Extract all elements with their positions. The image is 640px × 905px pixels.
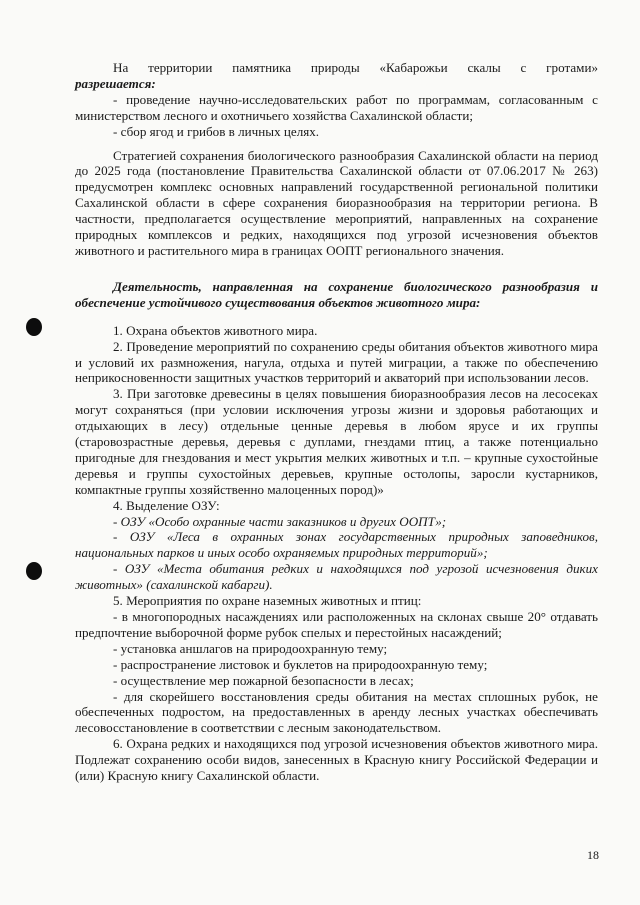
punch-hole-mark (26, 318, 42, 336)
ozu-item: - ОЗУ «Леса в охранных зонах государственных природных заповедников, национальных парков и иных особо охраняемых природных территорий»; (75, 529, 598, 561)
list-item: 5. Мероприятия по охране наземных животных и птиц: (113, 593, 422, 609)
measure-item: - распространение листовок и буклетов на природоохранную тему; (113, 656, 488, 672)
strategy-paragraph: Стратегией сохранения биологического разнообразия Сахалинской области на период до 2025 года (постановление Правительства Сахалинской области от 07.06.2017 № 263) предусмотрен комплекс основных направлений государственной региональной политики Сахалинской области в сфере сохранения биоразнообразия на территории региона. В частности, предполагается осуществление мероприятий, направленных на сохранение природных комплексов и редких, находящихся под угрозой исчезновения объектов животного и растительного мира в границах ООПТ регионального значения. (75, 147, 598, 258)
list-item: 1. Охрана объектов животного мира. (113, 322, 318, 338)
measure-item: - установка аншлагов на природоохранную тему; (113, 640, 388, 656)
list-item: 4. Выделение ОЗУ: (113, 497, 220, 513)
list-item: 2. Проведение мероприятий по сохранению среды обитания объектов животного мира и условий их размножения, нагула, отдыха и путей миграции, а также по обеспечению неприкосновенности защитных участков территорий и акваторий при использовании лесов. (75, 338, 598, 386)
list-item: 6. Охрана редких и находящихся под угрозой исчезновения объектов животного мира. Подлежат сохранению особи видов, занесенных в Красную книгу Российской Федерации и (или) Красную книгу Сахалинской области. (75, 736, 598, 784)
measure-item: - в многопородных насаждениях или расположенных на склонах свыше 20° отдавать предпочтение выборочной форме рубок спелых и перестойных насаждений; (75, 609, 598, 640)
section-heading: Деятельность, направленная на сохранение биологического разнообразия и обеспечение устойчивого существования объектов животного мира: (75, 278, 598, 310)
allowed-item: - проведение научно-исследовательских работ по программам, согласованным с министерством лесного и охотничьего хозяйства Сахалинской области; (75, 91, 598, 123)
ozu-item: - ОЗУ «Места обитания редких и находящихся под угрозой исчезновения диких животных» (сахалинской кабарги). (75, 561, 598, 593)
page-number: 18 (587, 848, 599, 862)
intro-line: На территории памятника природы «Кабарожьи скалы с гротами» (113, 60, 598, 75)
measure-item: - осуществление мер пожарной безопасности в лесах; (113, 672, 414, 688)
list-item: 3. При заготовке древесины в целях повышения биоразнообразия лесов на лесосеках могут сохраняться (при условии исключения угрозы жизни и здоровья работающих и отдыхающих в лесу) отдельные ценные деревья в любом ярусе и их группы (старовозрастные деревья, деревья с дуплами, гнездами птиц, а также потенциально пригодные для гнездования и мест укрытия мелких животных и т.п. – крупные сухостойные деревья и группы сухостойных деревьев, крупные остолопы, заросли кустарников, компактные группы хозяйственно малоценных пород)» (75, 386, 598, 497)
punch-hole-mark (26, 562, 42, 580)
allowed-label: разрешается: (75, 75, 156, 91)
measure-item: - для скорейшего восстановления среды обитания на местах сплошных рубок, не обеспеченных подростом, на предоставленных в аренду лесных участках обеспечивать лесовосстановление в соответствии с лесным законодательством. (75, 688, 598, 736)
document-body (75, 60, 598, 784)
allowed-item: - сбор ягод и грибов в личных целях. (113, 123, 320, 139)
ozu-item: - ОЗУ «Особо охранные части заказников и других ООПТ»; (113, 513, 447, 529)
